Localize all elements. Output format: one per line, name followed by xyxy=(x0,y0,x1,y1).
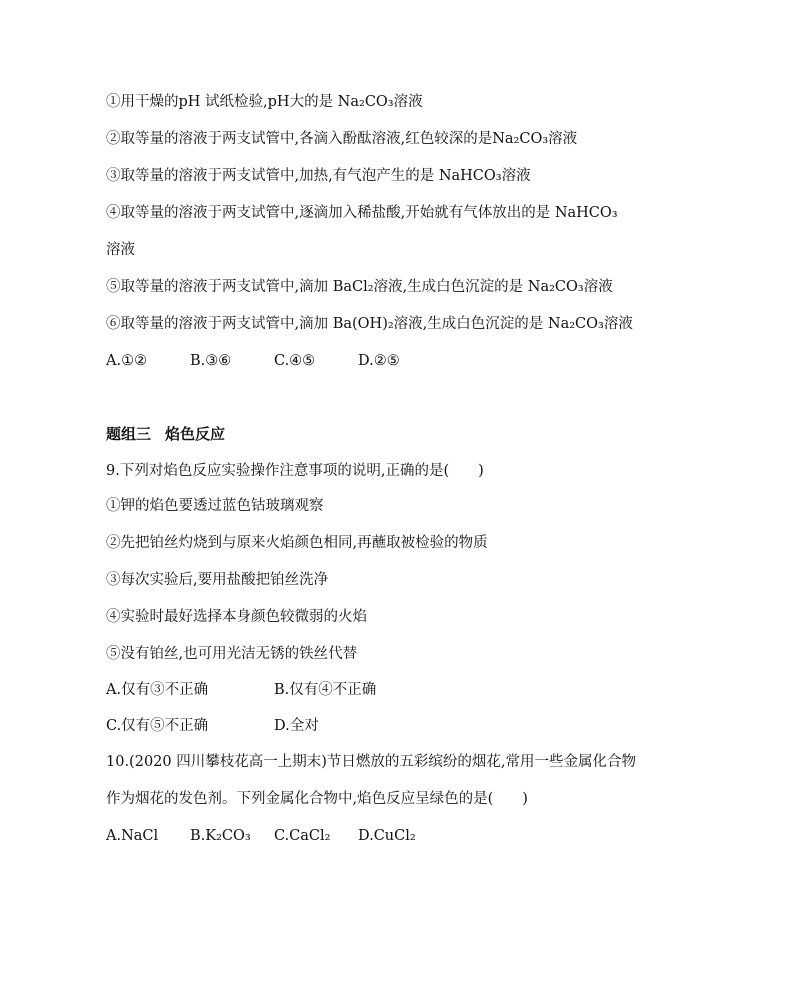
q10-option-a[interactable]: A.NaCl xyxy=(106,828,159,844)
q10-stem-line-1: 10.(2020 四川攀枝花高一上期末)节日燃放的五彩缤纷的烟花,常用一些金属化合物 xyxy=(106,754,636,770)
q8-statement-1: ①用干燥的pH 试纸检验,pH大的是 Na₂CO₃溶液 xyxy=(106,94,423,110)
q10-option-b[interactable]: B.K₂CO₃ xyxy=(190,828,251,844)
q9-option-b[interactable]: B.仅有④不正确 xyxy=(274,682,377,698)
q8-option-c[interactable]: C.④⑤ xyxy=(274,353,316,369)
q8-option-a[interactable]: A.①② xyxy=(106,353,148,369)
q9-statement-4: ④实验时最好选择本身颜色较微弱的火焰 xyxy=(106,609,367,625)
q10-option-c[interactable]: C.CaCl₂ xyxy=(274,828,331,844)
q9-statement-2: ②先把铂丝灼烧到与原来火焰颜色相同,再蘸取被检验的物质 xyxy=(106,535,488,551)
q8-option-d[interactable]: D.②⑤ xyxy=(358,353,400,369)
q9-statement-1: ①钾的焰色要透过蓝色钴玻璃观察 xyxy=(106,498,324,514)
q9-option-c[interactable]: C.仅有⑤不正确 xyxy=(106,718,209,734)
q10-stem-line-2: 作为烟花的发色剂。下列金属化合物中,焰色反应呈绿色的是( ) xyxy=(106,791,528,807)
q8-option-b[interactable]: B.③⑥ xyxy=(190,353,232,369)
q8-statement-3: ③取等量的溶液于两支试管中,加热,有气泡产生的是 NaHCO₃溶液 xyxy=(106,168,531,184)
section-heading xyxy=(106,424,225,444)
q8-statement-5: ⑤取等量的溶液于两支试管中,滴加 BaCl₂溶液,生成白色沉淀的是 Na₂CO₃溶液 xyxy=(106,279,613,295)
q9-option-a[interactable]: A.仅有③不正确 xyxy=(106,682,209,698)
q9-statement-5: ⑤没有铂丝,也可用光洁无锈的铁丝代替 xyxy=(106,646,358,662)
q8-statement-2: ②取等量的溶液于两支试管中,各滴入酚酞溶液,红色较深的是Na₂CO₃溶液 xyxy=(106,131,578,147)
q8-statement-4: ④取等量的溶液于两支试管中,逐滴加入稀盐酸,开始就有气体放出的是 NaHCO₃ xyxy=(106,205,618,221)
q9-option-d[interactable]: D.全对 xyxy=(274,718,319,734)
q10-option-d[interactable]: D.CuCl₂ xyxy=(358,828,416,844)
q8-statement-6: ⑥取等量的溶液于两支试管中,滴加 Ba(OH)₂溶液,生成白色沉淀的是 Na₂CO₃溶液 xyxy=(106,316,633,332)
section-label: 题组三 xyxy=(106,425,152,443)
q9-statement-3: ③每次实验后,要用盐酸把铂丝洗净 xyxy=(106,572,329,588)
section-title: 焰色反应 xyxy=(165,425,226,443)
q9-stem: 9.下列对焰色反应实验操作注意事项的说明,正确的是( ) xyxy=(106,463,484,479)
q8-statement-4-continued: 溶液 xyxy=(106,242,135,258)
